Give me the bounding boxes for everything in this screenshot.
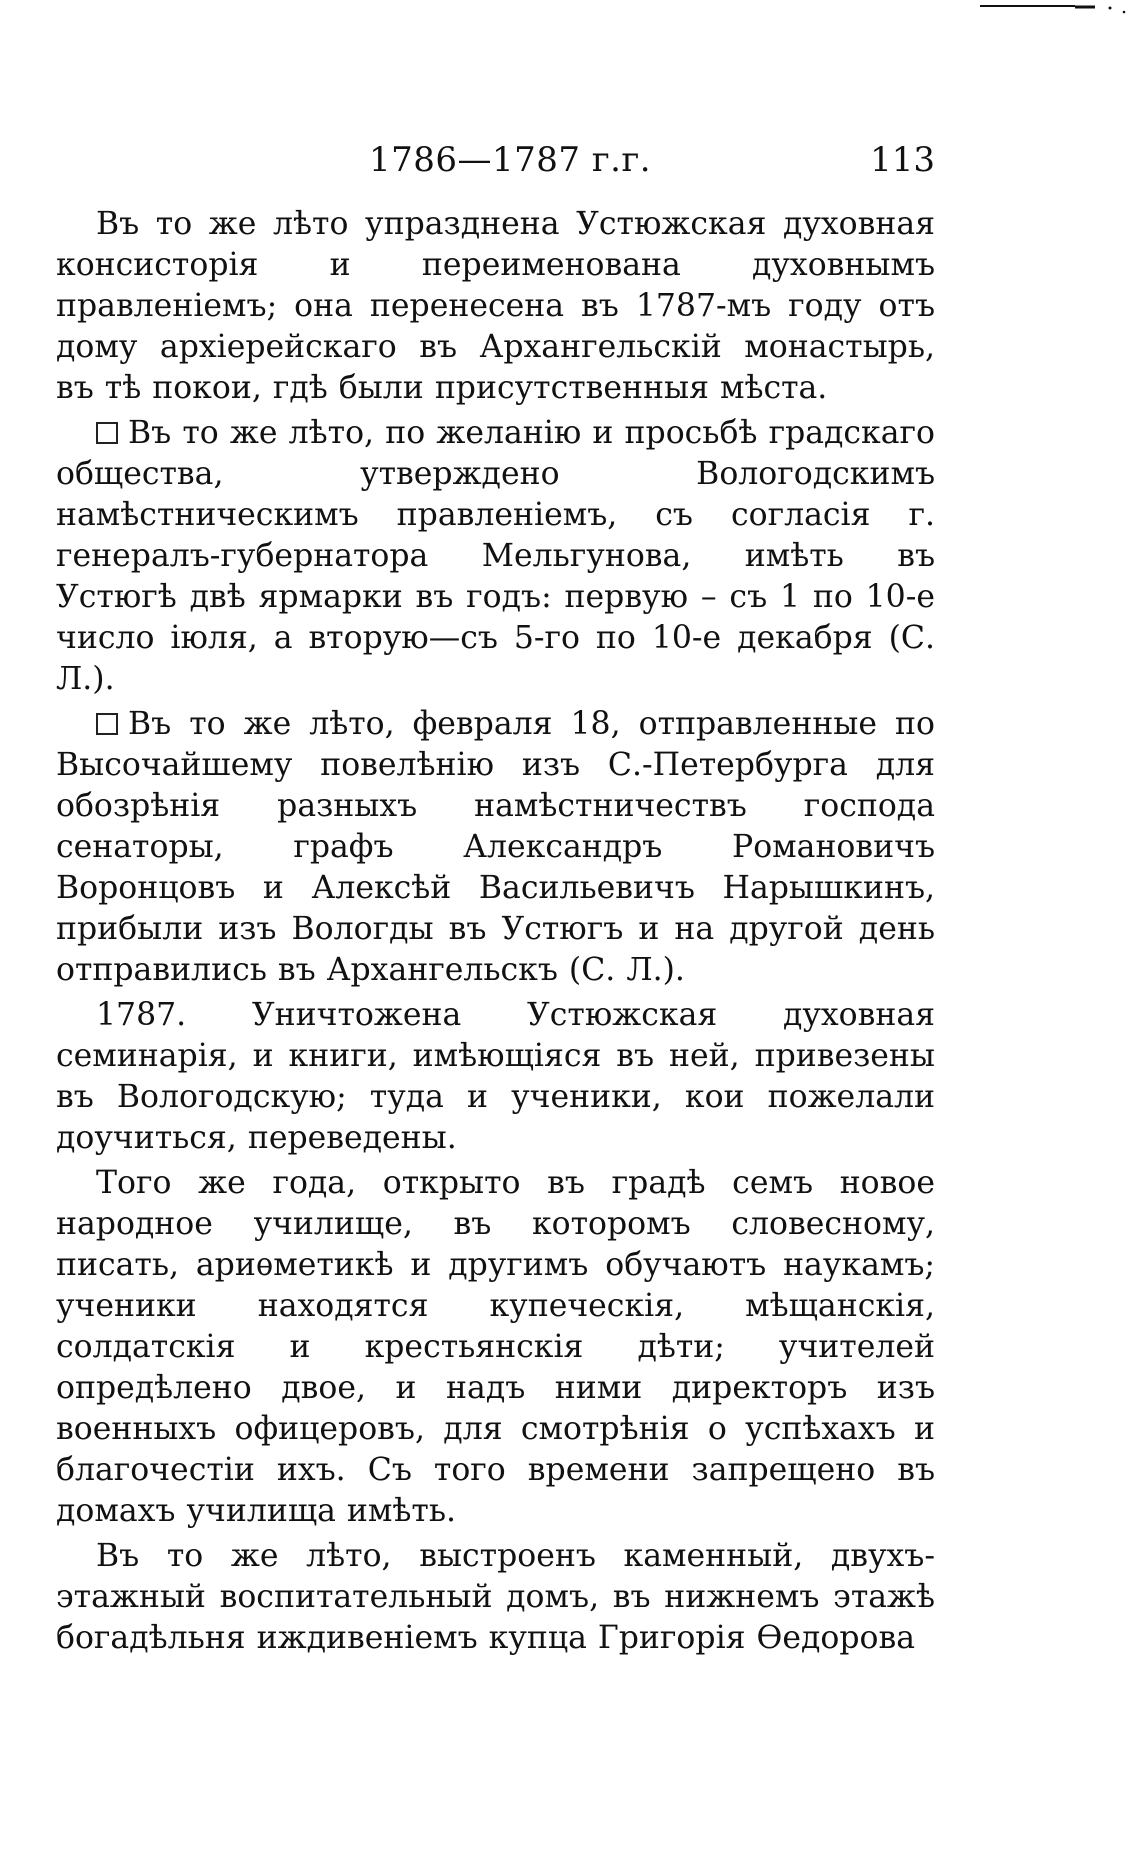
- paragraph-text: Въ то же лѣто, выстроенъ каменный, двухъ-этажный воспитательный домъ, въ нижнемъ этажѣ богадѣльня иждивеніемъ купца Григорія Ѳедорова: [56, 1538, 935, 1656]
- running-head: [56, 140, 935, 190]
- square-marker-icon: [96, 713, 118, 735]
- page-body: [56, 140, 935, 1659]
- square-marker-icon: [96, 422, 118, 444]
- paragraph-text: Въ то же лѣто, февраля 18, отправленные по Высочайшему повелѣнію изъ С.-Петербурга для обозрѣнія разныхъ намѣстничествъ господа сенаторы, графъ Александръ Романовичъ Воронцовъ и Алексѣй Васильевичъ Нарышкинъ, прибыли изъ Вологды въ Устюгъ и на другой день отправились въ Архангельскъ (С. Л.).: [56, 706, 935, 988]
- paragraph-text: Въ то же лѣто упразднена Устюжская духовная консисторія и переименована духовнымъ правленіемъ; она перенесена въ 1787-мъ году отъ дому архіерейскаго въ Архангельскій монастырь, въ тѣ покои, гдѣ были присутственныя мѣста.: [56, 206, 935, 406]
- visible-scan-rule: [0, 0, 1140, 14]
- paragraph-text: 1787. Уничтожена Устюжская духовная семинарія, и книги, имѣющіяся въ ней, привезены въ Вологодскую; туда и ученики, кои пожелали доучиться, переведены.: [56, 997, 935, 1156]
- paragraph: [56, 995, 935, 1159]
- page-number: 113: [870, 140, 935, 180]
- paragraph: [56, 1536, 935, 1659]
- paragraph: [56, 704, 935, 991]
- paragraph-text: Того же года, открыто въ градѣ семъ новое народное училище, въ которомъ словесному, писать, ариѳметикѣ и другимъ обучаютъ наукамъ; ученики находятся купеческія, мѣщанскія, солдатскія и крестьянскія дѣти; учителей опредѣлено двое, и надъ ними директоръ изъ военныхъ офицеровъ, для смотрѣнія о успѣхахъ и благочестіи ихъ. Съ того времени запрещено въ домахъ училища имѣть.: [56, 1165, 935, 1529]
- paragraph: [56, 1163, 935, 1532]
- paragraph: [56, 413, 935, 700]
- paragraph-text: Въ то же лѣто, по желанію и просьбѣ градскаго общества, утверждено Вологодскимъ намѣстническимъ правленіемъ, съ согласія г. генералъ-губернатора Мельгунова, имѣть въ Устюгѣ двѣ ярмарки въ годъ: первую – съ 1 по 10-е число іюля, а вторую—съ 5-го по 10-е декабря (С. Л.).: [56, 415, 935, 697]
- running-title: 1786—1787 г.г.: [369, 140, 652, 180]
- paragraph: [56, 204, 935, 409]
